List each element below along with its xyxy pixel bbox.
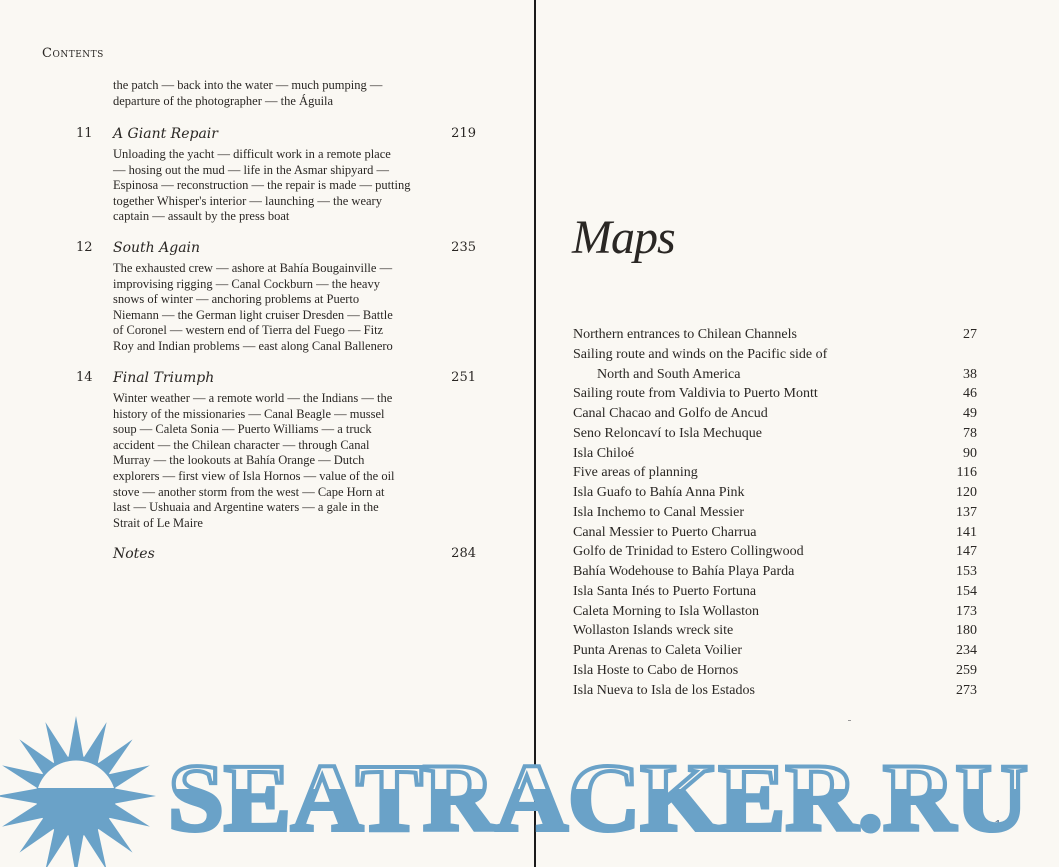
running-head: Contents (42, 46, 104, 61)
map-title: Isla Santa Inés to Puerto Fortuna (573, 583, 757, 599)
text-line: the patch — back into the water — much pumping — (113, 78, 383, 92)
map-title: Isla Chiloé (573, 445, 635, 461)
map-page: 90 (963, 445, 977, 461)
map-entry (573, 525, 977, 545)
map-entry (573, 604, 977, 624)
map-entry (573, 683, 977, 703)
chapter-number: 12 (76, 240, 93, 255)
map-page: 153 (956, 564, 977, 579)
map-title: Northern entrances to Chilean Channels (573, 327, 797, 342)
map-title: Wollaston Islands wreck site (573, 623, 734, 639)
text-line: Roy and Indian problems — east along Canal Ballenero (113, 338, 393, 353)
text-line: Winter weather — a remote world — the Indians — the (113, 391, 393, 405)
text-line: captain — assault by the press boat (113, 209, 290, 224)
map-page: 173 (956, 603, 977, 619)
map-title: Punta Arenas to Caleta Voilier (573, 643, 743, 658)
map-page: 180 (956, 623, 977, 639)
maps-heading: Maps (572, 211, 675, 264)
map-entry (573, 327, 977, 347)
map-title: Isla Inchemo to Canal Messier (573, 504, 745, 520)
chapter-number: 14 (76, 370, 93, 385)
text-line: stove — another storm from the west — Cape Horn at (113, 484, 385, 499)
map-page: 78 (963, 425, 977, 441)
map-title: Canal Messier to Puerto Charrua (573, 524, 757, 540)
text-line: Espinosa — reconstruction — the repair is made — putting (113, 178, 411, 193)
map-title: Isla Nueva to Isla de los Estados (573, 682, 755, 698)
text-line: Strait of Le Maire (113, 515, 203, 530)
chapter-title: Final Triumph (113, 370, 215, 386)
text-line: snows of winter — anchoring problems at Puerto (113, 292, 360, 307)
map-title: Sailing route and winds on the Pacific side of (573, 346, 828, 362)
map-entry (573, 347, 977, 367)
text-line: Niemann — the German light cruiser Dresden — Battle (113, 307, 393, 322)
map-entry (573, 623, 977, 643)
chapter-description (113, 147, 433, 225)
map-entry (573, 465, 977, 485)
map-page: 141 (956, 524, 977, 540)
map-entry (573, 367, 977, 387)
chapter-title: Notes (113, 546, 155, 562)
chapter-number: 11 (76, 126, 93, 141)
map-title: Canal Chacao and Golfo de Ancud (573, 406, 768, 421)
text-line: Unloading the yacht — difficult work in a remote place (113, 147, 391, 161)
chapter-page: 235 (451, 240, 476, 255)
map-entry (573, 485, 977, 505)
text-line: accident — the Chilean character — through Canal (113, 437, 370, 452)
map-title: Bahía Wodehouse to Bahía Playa Parda (573, 564, 795, 579)
chapter-description (113, 261, 433, 355)
map-title: Seno Reloncaví to Isla Mechuque (573, 425, 762, 441)
text-line: improvising rigging — Canal Cockburn — the heavy (113, 276, 380, 291)
map-title: Golfo de Trinidad to Estero Collingwood (573, 544, 804, 560)
map-page: 46 (963, 386, 977, 402)
map-title: North and South America (597, 366, 741, 382)
map-entry (573, 426, 977, 446)
map-page: 147 (956, 544, 977, 560)
map-page: 27 (963, 327, 977, 342)
chapter-page: 219 (451, 126, 476, 141)
map-entry (573, 386, 977, 406)
text-line: last — Ushuaia and Argentine waters — a gale in the (113, 500, 379, 515)
text-line: departure of the photographer — the Águila (113, 93, 334, 108)
text-line: history of the missionaries — Canal Beagle — mussel (113, 406, 385, 421)
text-line: together Whisper's interior — launching — the weary (113, 193, 382, 208)
watermark (0, 712, 1059, 867)
map-page: 49 (963, 406, 977, 421)
map-page: 234 (956, 643, 977, 658)
text-line: explorers — first view of Isla Hornos — value of the oil (113, 468, 395, 483)
map-page: 273 (956, 682, 977, 698)
map-title: Five areas of planning (573, 465, 698, 481)
continuation-text (113, 78, 433, 109)
map-entry (573, 584, 977, 604)
map-title: Caleta Morning to Isla Wollaston (573, 603, 760, 619)
chapter-page: 284 (451, 546, 476, 561)
chapter-title: South Again (113, 240, 201, 256)
map-entry (573, 643, 977, 663)
watermark-text: SEATRACKER.RU (168, 744, 1028, 851)
map-entry (573, 564, 977, 584)
text-line: of Coronel — western end of Tierra del Fuego — Fitz (113, 323, 384, 338)
text-line: — hosing out the mud — life in the Asmar shipyard — (113, 162, 390, 177)
map-page: 137 (956, 504, 977, 520)
text-line: Murray — the lookouts at Bahía Orange — Dutch (113, 453, 365, 468)
folio-right: 19 (994, 819, 1011, 834)
map-title: Isla Hoste to Cabo de Hornos (573, 662, 739, 678)
chapter-title: A Giant Repair (113, 126, 218, 142)
map-page: 154 (956, 583, 977, 599)
chapter-description (113, 391, 433, 531)
map-title: Sailing route from Valdivia to Puerto Montt (573, 386, 818, 402)
text-line: soup — Caleta Sonia — Puerto Williams — a truck (113, 422, 372, 437)
map-entry (573, 505, 977, 525)
map-entry (573, 406, 977, 426)
map-entry (573, 663, 977, 683)
chapter-page: 251 (451, 370, 476, 385)
map-entry (573, 544, 977, 564)
sun-logo-icon (0, 716, 156, 867)
map-page: 38 (963, 366, 977, 382)
map-title: Isla Guafo to Bahía Anna Pink (573, 485, 745, 500)
text-line: The exhausted crew — ashore at Bahía Bougainville — (113, 261, 393, 275)
map-page: 259 (956, 662, 977, 678)
map-entry (573, 446, 977, 466)
map-page: 120 (956, 485, 977, 500)
map-page: 116 (956, 465, 977, 481)
